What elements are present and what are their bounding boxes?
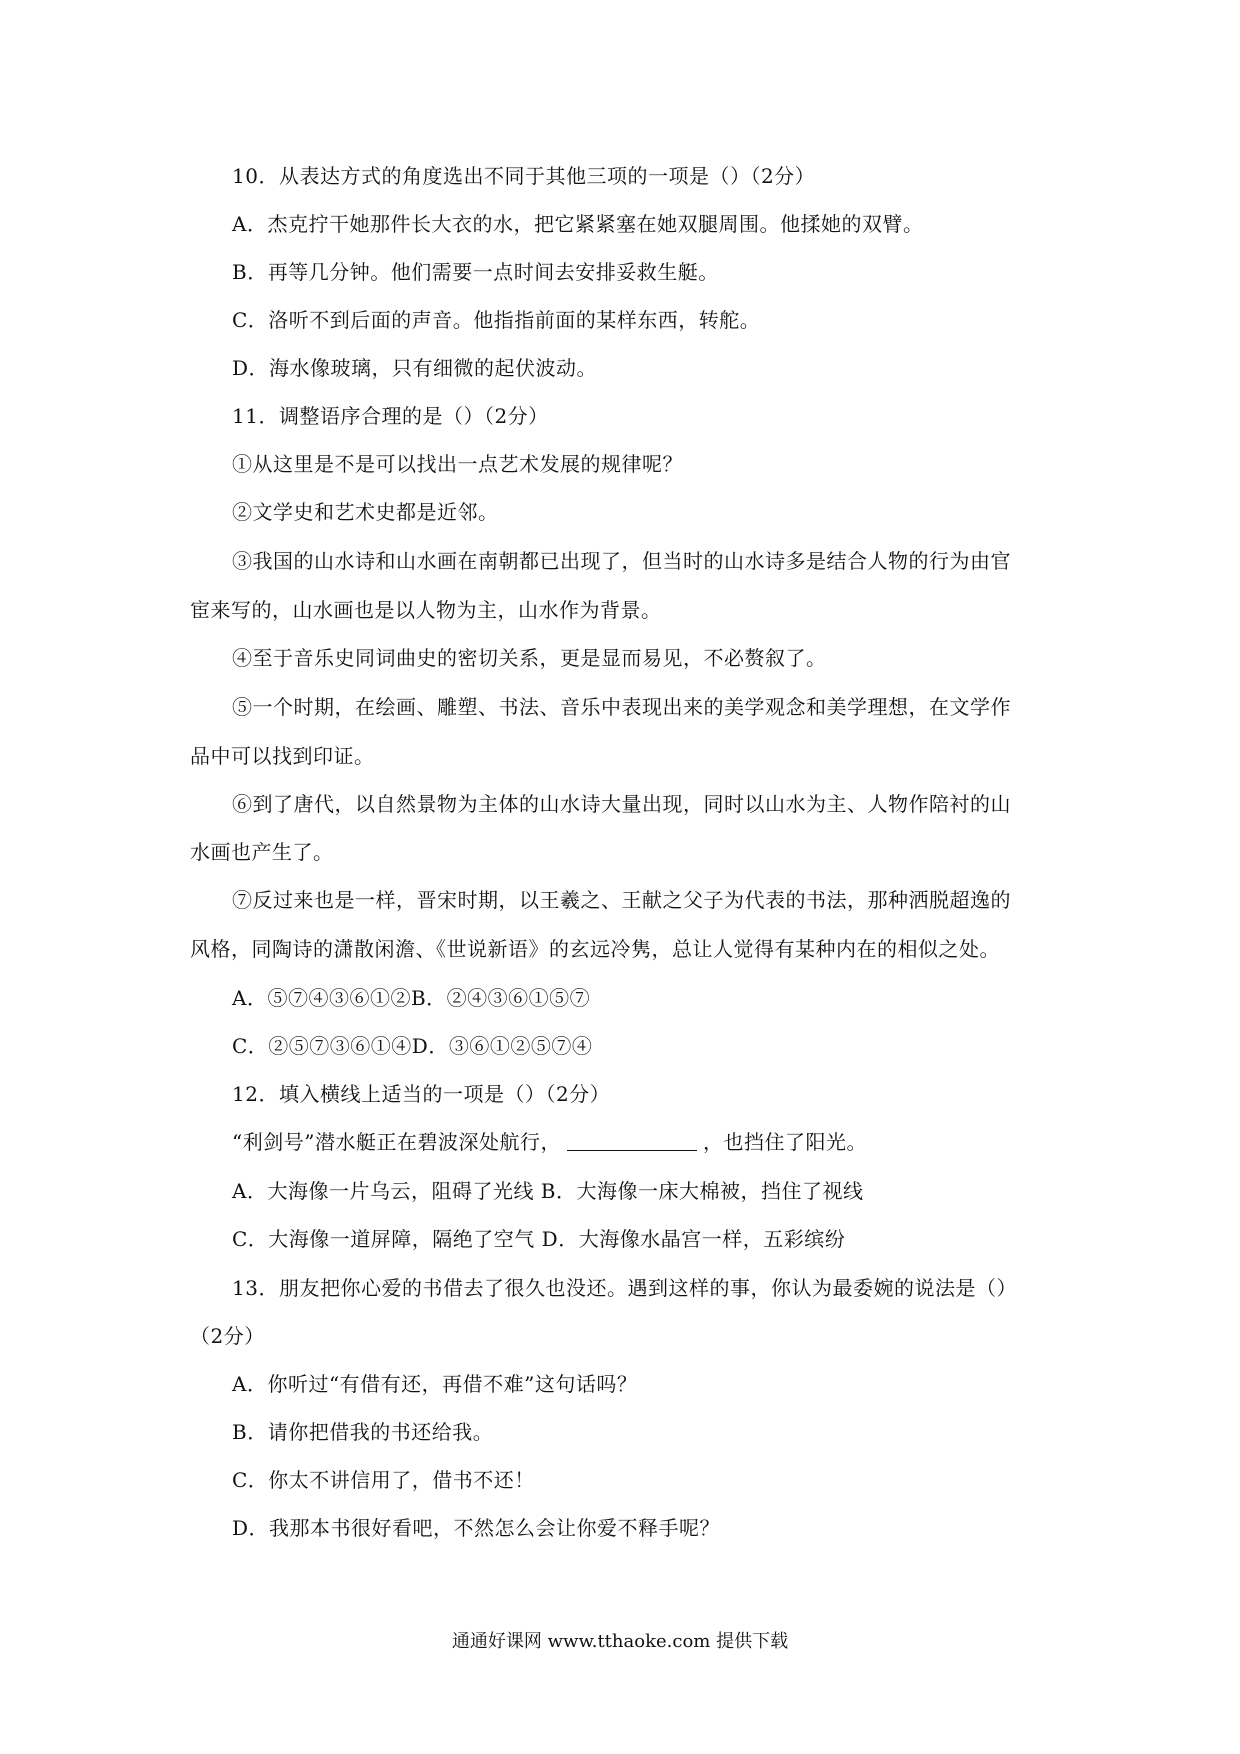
q12-sentence-before-blank: “利剑号”潜水艇正在碧波深处航行， bbox=[232, 1130, 561, 1154]
q12-options-ab: A．大海像一片乌云，阻碍了光线 B．大海像一床大棉被，挡住了视线 bbox=[232, 1179, 864, 1203]
q13-stem-line-1: 13．朋友把你心爱的书借去了很久也没还。遇到这样的事，你认为最委婉的说法是（） bbox=[232, 1276, 1017, 1300]
q12-options-cd: C．大海像一道屏障，隔绝了空气 D．大海像水晶宫一样，五彩缤纷 bbox=[232, 1227, 846, 1251]
q11-sentence-1: ①从这里是不是可以找出一点艺术发展的规律呢？ bbox=[232, 452, 683, 476]
q13-option-a: A．你听过“有借有还，再借不难”这句话吗？ bbox=[232, 1372, 638, 1396]
q11-sentence-3-line-1: ③我国的山水诗和山水画在南朝都已出现了，但当时的山水诗多是结合人物的行为由官 bbox=[232, 549, 1011, 573]
q10-option-c: C．洛听不到后面的声音。他指指前面的某样东西，转舵。 bbox=[232, 308, 761, 332]
q11-sentence-2: ②文学史和艺术史都是近邻。 bbox=[232, 500, 499, 524]
q10-option-a: A．杰克拧干她那件长大衣的水，把它紧紧塞在她双腿周围。他揉她的双臂。 bbox=[232, 212, 924, 236]
q11-stem: 11．调整语序合理的是（）（2分） bbox=[232, 404, 549, 428]
q10-stem: 10．从表达方式的角度选出不同于其他三项的一项是（）（2分） bbox=[232, 164, 816, 188]
q11-sentence-5-line-2: 品中可以找到印证。 bbox=[190, 744, 375, 768]
q12-stem: 12．填入横线上适当的一项是（）（2分） bbox=[232, 1082, 611, 1106]
q11-sentence-7-line-1: ⑦反过来也是一样，晋宋时期，以王羲之、王献之父子为代表的书法，那种洒脱超逸的 bbox=[232, 888, 1011, 912]
q12-sentence bbox=[232, 1128, 867, 1156]
q11-sentence-7-line-2: 风格，同陶诗的潇散闲澹、《世说新语》的玄远冷隽，总让人觉得有某种内在的相似之处。 bbox=[190, 937, 1000, 961]
q11-options-cd: C．②⑤⑦③⑥①④D．③⑥①②⑤⑦④ bbox=[232, 1034, 593, 1058]
q11-sentence-3-line-2: 宦来写的，山水画也是以人物为主，山水作为背景。 bbox=[190, 598, 662, 622]
fill-in-blank bbox=[567, 1130, 697, 1151]
q11-options-ab: A．⑤⑦④③⑥①②B．②④③⑥①⑤⑦ bbox=[232, 986, 591, 1010]
q13-option-b: B．请你把借我的书还给我。 bbox=[232, 1420, 494, 1444]
q13-option-d: D．我那本书很好看吧，不然怎么会让你爱不释手呢？ bbox=[232, 1516, 721, 1540]
q10-option-d: D．海水像玻璃，只有细微的起伏波动。 bbox=[232, 356, 598, 380]
q13-stem-line-2: （2分） bbox=[190, 1324, 265, 1348]
q11-sentence-5-line-1: ⑤一个时期，在绘画、雕塑、书法、音乐中表现出来的美学观念和美学理想，在文学作 bbox=[232, 695, 1011, 719]
q12-sentence-after-blank: ，也挡住了阳光。 bbox=[702, 1130, 867, 1154]
q13-option-c: C．你太不讲信用了，借书不还！ bbox=[232, 1468, 535, 1492]
q11-sentence-6-line-1: ⑥到了唐代，以自然景物为主体的山水诗大量出现，同时以山水为主、人物作陪衬的山 bbox=[232, 792, 1011, 816]
q11-sentence-6-line-2: 水画也产生了。 bbox=[190, 840, 334, 864]
page-footer: 通通好课网 www.tthaoke.com 提供下载 bbox=[451, 1631, 789, 1652]
q11-sentence-4: ④至于音乐史同词曲史的密切关系，更是显而易见，不必赘叙了。 bbox=[232, 646, 827, 670]
q10-option-b: B．再等几分钟。他们需要一点时间去安排妥救生艇。 bbox=[232, 260, 719, 284]
